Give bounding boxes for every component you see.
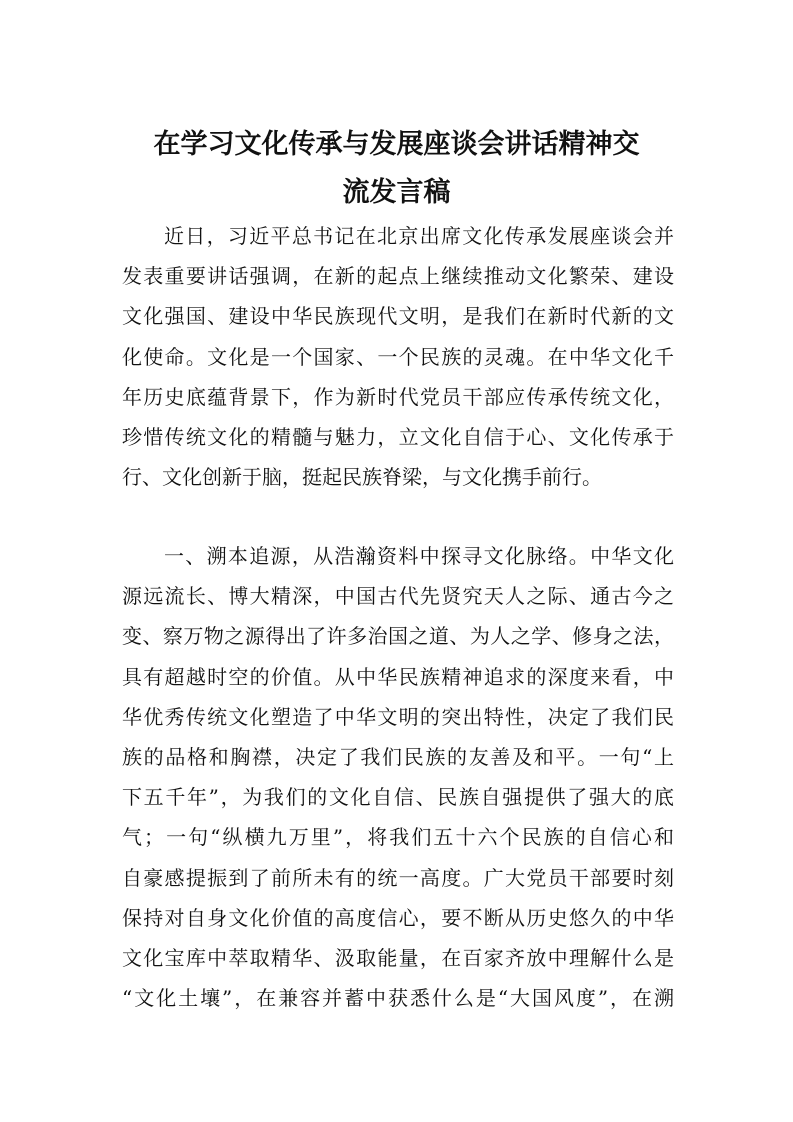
text-line: 华优秀传统文化塑造了中华文明的突出特性，决定了我们民 — [122, 704, 674, 729]
text-line: 保持对自身文化价值的高度信心，要不断从历史悠久的中华 — [122, 905, 674, 930]
paragraph-intro — [122, 216, 674, 497]
title-line: 流发言稿 — [342, 177, 451, 208]
text-line: 变、察万物之源得出了许多治国之道、为人之学、修身之法， — [122, 624, 674, 649]
paragraph-section-1 — [122, 536, 674, 1018]
text-line: 化使命。文化是一个国家、一个民族的灵魂。在中华文化千 — [122, 344, 674, 369]
title-line: 在学习文化传承与发展座谈会讲话精神交 — [153, 129, 640, 160]
text-line: 源远流长、博大精深，中国古代先贤究天人之际、通古今之 — [122, 584, 674, 609]
document-title — [100, 121, 693, 217]
text-line: 下五千年”，为我们的文化自信、民族自强提供了强大的底 — [122, 785, 674, 810]
text-line: 一、溯本追源，从浩瀚资料中探寻文化脉络。中华文化 — [164, 544, 674, 568]
text-line: 近日，习近平总书记在北京出席文化传承发展座谈会并 — [164, 224, 674, 248]
text-line: 文化强国、建设中华民族现代文明，是我们在新时代新的文 — [122, 304, 674, 329]
text-line: 族的品格和胸襟，决定了我们民族的友善及和平。一句“上 — [122, 744, 674, 769]
text-line: 年历史底蕴背景下，作为新时代党员干部应传承传统文化， — [122, 384, 674, 409]
text-line: 发表重要讲话强调，在新的起点上继续推动文化繁荣、建设 — [122, 264, 674, 289]
text-line: 行、文化创新于脑，挺起民族脊梁，与文化携手前行。 — [122, 465, 602, 490]
text-line: 具有超越时空的价值。从中华民族精神追求的深度来看，中 — [122, 664, 674, 689]
text-line: “文化土壤”，在兼容并蓄中获悉什么是“大国风度”，在溯 — [122, 986, 674, 1011]
text-line: 文化宝库中萃取精华、汲取能量，在百家齐放中理解什么是 — [122, 945, 674, 970]
text-line: 自豪感提振到了前所未有的统一高度。广大党员干部要时刻 — [122, 865, 674, 890]
text-line: 气；一句“纵横九万里”，将我们五十六个民族的自信心和 — [122, 825, 674, 850]
text-line: 珍惜传统文化的精髓与魅力，立文化自信于心、文化传承于 — [122, 424, 674, 449]
